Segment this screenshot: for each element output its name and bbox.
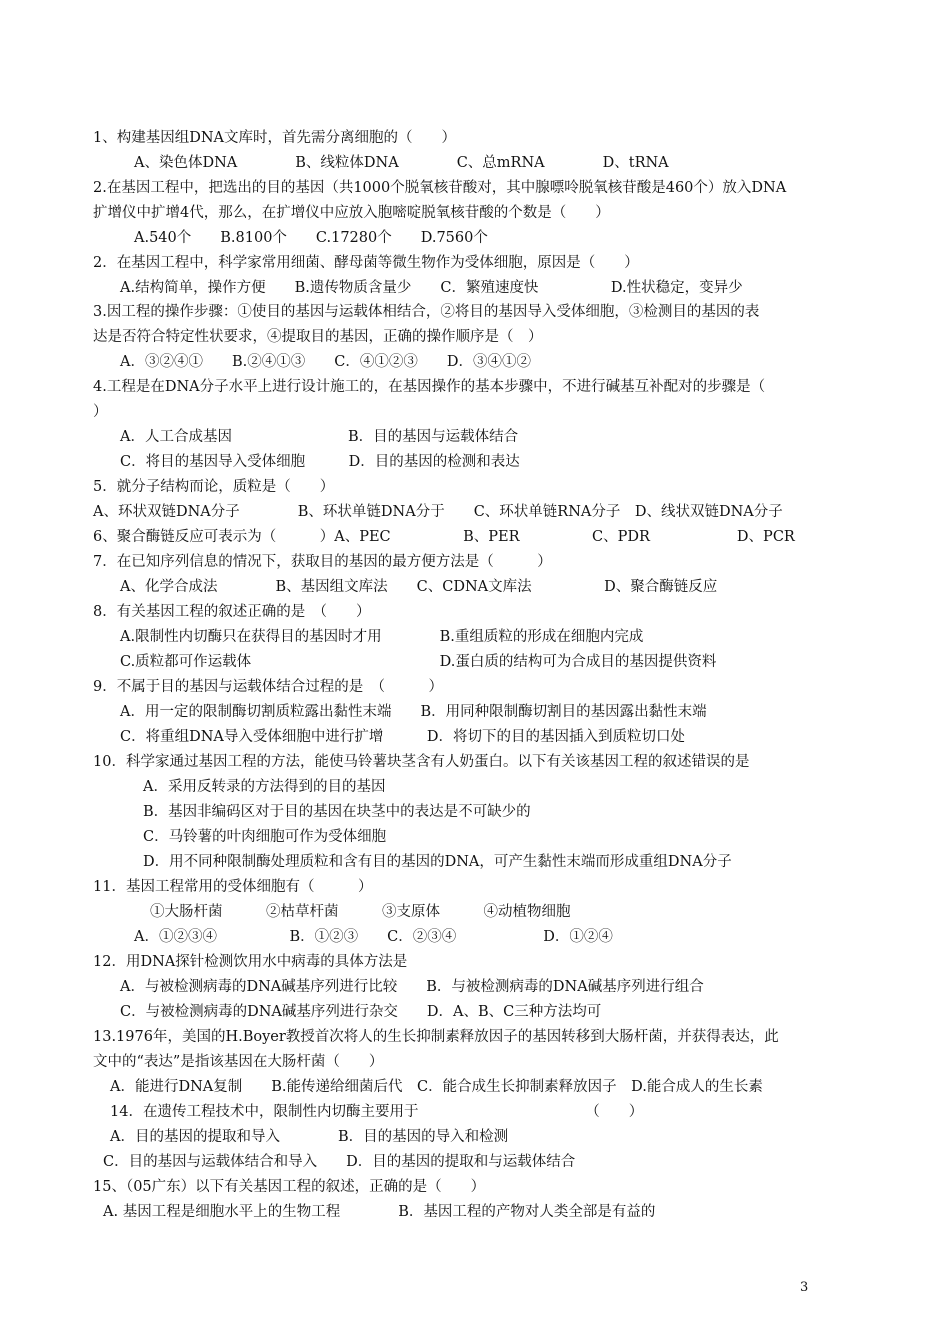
text-line: A．③②④① B.②④①③ C．④①②③ D．③④①② xyxy=(120,354,531,370)
text-line: 1、构建基因组DNA文库时，首先需分离细胞的（ ） xyxy=(93,130,457,146)
text-line: 达是否符合特定性状要求，④提取目的基因，正确的操作顺序是（ ） xyxy=(93,329,543,345)
text-line: ①大肠杆菌 ②枯草杆菌 ③支原体 ④动植物细胞 xyxy=(150,904,571,920)
text-line: 14．在遗传工程技术中，限制性内切酶主要用于 （ ） xyxy=(110,1104,644,1120)
text-line: 7．在已知序列信息的情况下，获取目的基因的最方便方法是（ ） xyxy=(93,554,552,570)
text-line: A．①②③④ B．①②③ C．②③④ D．①②④ xyxy=(134,929,613,945)
text-line: A．人工合成基因 B．目的基因与运载体结合 xyxy=(120,429,519,445)
text-line: 9．不属于目的基因与运载体结合过程的是 （ ） xyxy=(93,679,443,695)
text-line: B．基因非编码区对于目的基因在块茎中的表达是不可缺少的 xyxy=(143,804,531,820)
text-line: 6、聚合酶链反应可表示为（ ）A、PEC B、PER C、PDR D、PCR xyxy=(93,529,795,545)
text-line: 扩增仪中扩增4代，那么，在扩增仪中应放入胞嘧啶脱氧核苷酸的个数是（ ） xyxy=(93,205,610,221)
text-line: 3.因工程的操作步骤：①使目的基因与运载体相结合，②将目的基因导入受体细胞，③检测目的基因的表 xyxy=(93,304,760,320)
text-line: A．用一定的限制酶切割质粒露出黏性末端 B．用同种限制酶切割目的基因露出黏性末端 xyxy=(120,704,707,720)
text-line: 8．有关基因工程的叙述正确的是 （ ） xyxy=(93,604,371,620)
text-line: C．目的基因与运载体结合和导入 D．目的基因的提取和与运载体结合 xyxy=(103,1154,576,1170)
text-line: 2．在基因工程中，科学家常用细菌、酵母菌等微生物作为受体细胞，原因是（ ） xyxy=(93,255,639,271)
text-line: C.质粒都可作运载体 D.蛋白质的结构可为合成目的基因提供资料 xyxy=(120,654,717,670)
text-line: 4.工程是在DNA分子水平上进行设计施工的，在基因操作的基本步骤中，不进行碱基互补配对的步骤是（ xyxy=(93,379,766,395)
text-line: 11．基因工程常用的受体细胞有（ ） xyxy=(93,879,373,895)
text-line: C．将重组DNA导入受体细胞中进行扩增 D．将切下的目的基因插入到质粒切口处 xyxy=(120,729,686,745)
text-line: A.限制性内切酶只在获得目的基因时才用 B.重组质粒的形成在细胞内完成 xyxy=(120,629,644,645)
text-line: A．目的基因的提取和导入 B．目的基因的导入和检测 xyxy=(110,1129,509,1145)
text-line: C．马铃薯的叶肉细胞可作为受体细胞 xyxy=(143,829,387,845)
text-line: 5．就分子结构而论，质粒是（ ） xyxy=(93,479,335,495)
text-line: ） xyxy=(93,404,108,420)
text-line: 12．用DNA探针检测饮用水中病毒的具体方法是 xyxy=(93,954,408,970)
text-line: A．能进行DNA复制 B.能传递给细菌后代 C．能合成生长抑制素释放因子 D.能合成人的生长素 xyxy=(110,1079,763,1095)
text-line: A．与被检测病毒的DNA碱基序列进行比较 B．与被检测病毒的DNA碱基序列进行组合 xyxy=(120,979,704,995)
text-line: A.结构简单，操作方便 B.遗传物质含量少 C．繁殖速度快 D.性状稳定，变异少 xyxy=(120,280,743,296)
text-line: A．采用反转录的方法得到的目的基因 xyxy=(143,779,386,795)
text-line: 2.在基因工程中，把选出的目的基因（共1000个脱氧核苷酸对，其中腺嘌呤脱氧核苷酸是460个）放入DNA xyxy=(93,180,787,196)
text-line: 13.1976年，美国的H.Boyer教授首次将人的生长抑制素释放因子的基因转移到大肠杆菌，并获得表达，此 xyxy=(93,1029,779,1045)
text-line: D．用不同种限制酶处理质粒和含有目的基因的DNA，可产生黏性末端而形成重组DNA分子 xyxy=(143,854,732,870)
text-line: 文中的“表达”是指该基因在大肠杆菌（ ） xyxy=(93,1054,384,1070)
text-line: A. 基因工程是细胞水平上的生物工程 B．基因工程的产物对人类全部是有益的 xyxy=(103,1204,656,1220)
text-line: 15、（05广东）以下有关基因工程的叙述，正确的是（ ） xyxy=(93,1179,486,1195)
page-number: 3 xyxy=(800,1280,809,1295)
text-line: A、染色体DNA B、线粒体DNA C、总mRNA D、tRNA xyxy=(134,155,669,171)
text-line: C．将目的基因导入受体细胞 D．目的基因的检测和表达 xyxy=(120,454,520,470)
text-line: A.540个 B.8100个 C.17280个 D.7560个 xyxy=(134,230,488,246)
text-line: 10．科学家通过基因工程的方法，能使马铃薯块茎含有人奶蛋白。以下有关该基因工程的叙述错误的是 xyxy=(93,754,750,770)
text-line: A、环状双链DNA分子 B、环状单链DNA分于 C、环状单链RNA分子 D、线状双链DNA分子 xyxy=(93,504,783,520)
text-line: C．与被检测病毒的DNA碱基序列进行杂交 D．A、B、C三种方法均可 xyxy=(120,1004,602,1020)
text-line: A、化学合成法 B、基因组文库法 C、CDNA文库法 D、聚合酶链反应 xyxy=(120,579,718,595)
